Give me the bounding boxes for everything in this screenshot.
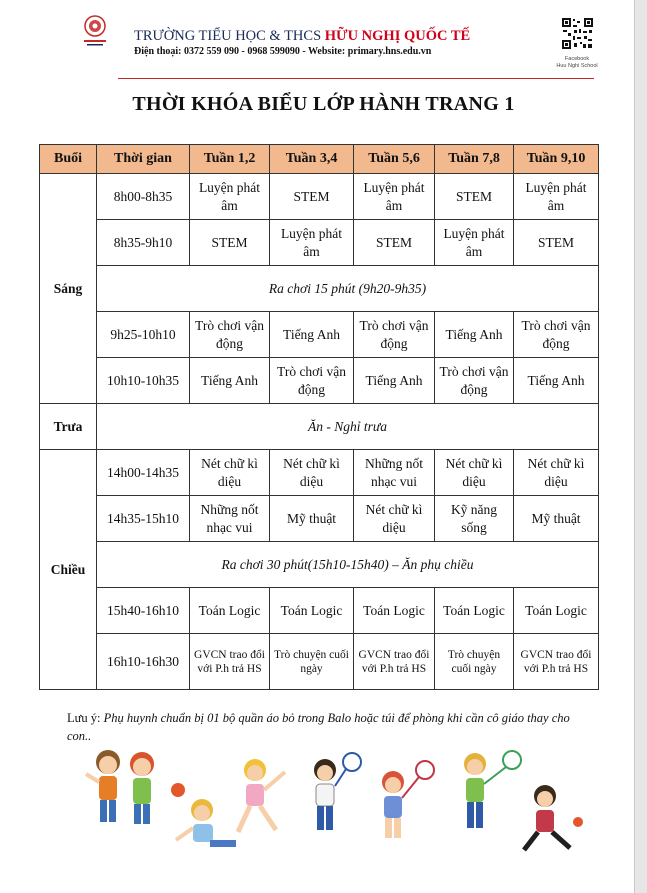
subject-cell: Mỹ thuật bbox=[514, 496, 599, 542]
subject-cell: STEM bbox=[514, 220, 599, 266]
subject-cell: Nét chữ kì diệu bbox=[270, 450, 354, 496]
subject-cell: Trò chuyện cuối ngày bbox=[270, 634, 354, 690]
time-cell: 14h35-15h10 bbox=[97, 496, 190, 542]
kid-figure bbox=[238, 759, 285, 832]
subject-cell: Toán Logic bbox=[190, 588, 270, 634]
subject-cell: Luyện phát âm bbox=[514, 174, 599, 220]
subject-cell: STEM bbox=[435, 174, 514, 220]
table-row bbox=[40, 358, 599, 404]
kid-figure bbox=[464, 751, 521, 828]
subject-cell: Luyện phát âm bbox=[435, 220, 514, 266]
kid-figure bbox=[176, 799, 236, 847]
subject-cell: STEM bbox=[190, 220, 270, 266]
kid-figure bbox=[382, 761, 434, 838]
time-cell: 10h10-10h35 bbox=[97, 358, 190, 404]
time-cell: 8h35-9h10 bbox=[97, 220, 190, 266]
school-name bbox=[134, 28, 470, 45]
subject-cell: Toán Logic bbox=[270, 588, 354, 634]
subject-cell: Luyện phát âm bbox=[270, 220, 354, 266]
table-row bbox=[40, 174, 599, 220]
time-cell: 14h00-14h35 bbox=[97, 450, 190, 496]
subject-cell: Luyện phát âm bbox=[354, 174, 435, 220]
break-row: Ra chơi 15 phút (9h20-9h35) bbox=[97, 266, 599, 312]
school-name-prefix: TRƯỜNG TIỂU HỌC & THCS bbox=[134, 28, 325, 44]
table-row bbox=[40, 496, 599, 542]
subject-cell: GVCN trao đổi với P.h trả HS bbox=[190, 634, 270, 690]
social-caption bbox=[551, 56, 603, 70]
subject-cell: Luyện phát âm bbox=[190, 174, 270, 220]
kids-illustration bbox=[80, 740, 590, 855]
table-row bbox=[40, 450, 599, 496]
time-cell: 15h40-16h10 bbox=[97, 588, 190, 634]
page-title: THỜI KHÓA BIỂU LỚP HÀNH TRANG 1 bbox=[132, 93, 515, 115]
school-logo bbox=[80, 14, 110, 48]
subject-cell: Trò chơi vận động bbox=[270, 358, 354, 404]
subject-cell: Trò chơi vận động bbox=[514, 312, 599, 358]
lunch-row: Ăn - Nghỉ trưa bbox=[97, 404, 599, 450]
session-noon: Trưa bbox=[40, 404, 97, 450]
subject-cell: Trò chơi vận động bbox=[435, 358, 514, 404]
break-row: Ra chơi 30 phút(15h10-15h40) – Ăn phụ chiều bbox=[97, 542, 599, 588]
kid-figure bbox=[524, 785, 583, 850]
column-header: Tuần 3,4 bbox=[270, 145, 354, 174]
subject-cell: Nét chữ kì diệu bbox=[354, 496, 435, 542]
subject-cell: Trò chơi vận động bbox=[190, 312, 270, 358]
subject-cell: Trò chuyện cuối ngày bbox=[435, 634, 514, 690]
subject-cell: Những nốt nhạc vui bbox=[190, 496, 270, 542]
subject-cell: Tiếng Anh bbox=[435, 312, 514, 358]
contact-line: Điện thoại: 0372 559 090 - 0968 599090 - Website: primary.hns.edu.vn bbox=[134, 46, 432, 57]
header-divider bbox=[118, 78, 594, 79]
session-morning: Sáng bbox=[40, 174, 97, 404]
qr-code-icon bbox=[561, 17, 594, 50]
subject-cell: Kỹ năng sống bbox=[435, 496, 514, 542]
subject-cell: Trò chơi vận động bbox=[354, 312, 435, 358]
column-header: Tuần 7,8 bbox=[435, 145, 514, 174]
table-row bbox=[40, 220, 599, 266]
table-row bbox=[40, 634, 599, 690]
kid-figure bbox=[86, 750, 120, 822]
column-header: Tuần 1,2 bbox=[190, 145, 270, 174]
subject-cell: Nét chữ kì diệu bbox=[514, 450, 599, 496]
page-edge bbox=[634, 0, 647, 893]
social-caption-line2: Huu Nghi School bbox=[556, 63, 598, 69]
timetable bbox=[39, 144, 599, 690]
note-label: Lưu ý: bbox=[67, 711, 104, 725]
subject-cell: Nét chữ kì diệu bbox=[435, 450, 514, 496]
subject-cell: Tiếng Anh bbox=[354, 358, 435, 404]
table-row bbox=[40, 588, 599, 634]
column-header: Thời gian bbox=[97, 145, 190, 174]
kid-figure bbox=[130, 752, 185, 824]
table-row bbox=[40, 404, 599, 450]
kid-figure bbox=[314, 753, 361, 830]
subject-cell: Tiếng Anh bbox=[270, 312, 354, 358]
subject-cell: STEM bbox=[270, 174, 354, 220]
subject-cell: Tiếng Anh bbox=[190, 358, 270, 404]
time-cell: 8h00-8h35 bbox=[97, 174, 190, 220]
column-header: Tuần 9,10 bbox=[514, 145, 599, 174]
header-row bbox=[40, 145, 599, 174]
column-header: Buổi bbox=[40, 145, 97, 174]
table-row bbox=[40, 266, 599, 312]
note-text: Phụ huynh chuẩn bị 01 bộ quần áo bỏ trong Balo hoặc túi để phòng khi cần cô giáo thay cho con.. bbox=[67, 711, 570, 743]
subject-cell: Nét chữ kì diệu bbox=[190, 450, 270, 496]
school-name-highlight: HỮU NGHỊ QUỐC TẾ bbox=[324, 28, 471, 44]
time-cell: 9h25-10h10 bbox=[97, 312, 190, 358]
subject-cell: Toán Logic bbox=[354, 588, 435, 634]
social-caption-line1: Facebook bbox=[564, 56, 590, 62]
subject-cell: GVCN trao đổi với P.h trả HS bbox=[514, 634, 599, 690]
subject-cell: STEM bbox=[354, 220, 435, 266]
subject-cell: Toán Logic bbox=[514, 588, 599, 634]
subject-cell: Tiếng Anh bbox=[514, 358, 599, 404]
table-row bbox=[40, 542, 599, 588]
subject-cell: Mỹ thuật bbox=[270, 496, 354, 542]
subject-cell: Những nốt nhạc vui bbox=[354, 450, 435, 496]
subject-cell: Toán Logic bbox=[435, 588, 514, 634]
table-row bbox=[40, 312, 599, 358]
subject-cell: GVCN trao đổi với P.h trả HS bbox=[354, 634, 435, 690]
time-cell: 16h10-16h30 bbox=[97, 634, 190, 690]
column-header: Tuần 5,6 bbox=[354, 145, 435, 174]
session-afternoon: Chiều bbox=[40, 450, 97, 690]
